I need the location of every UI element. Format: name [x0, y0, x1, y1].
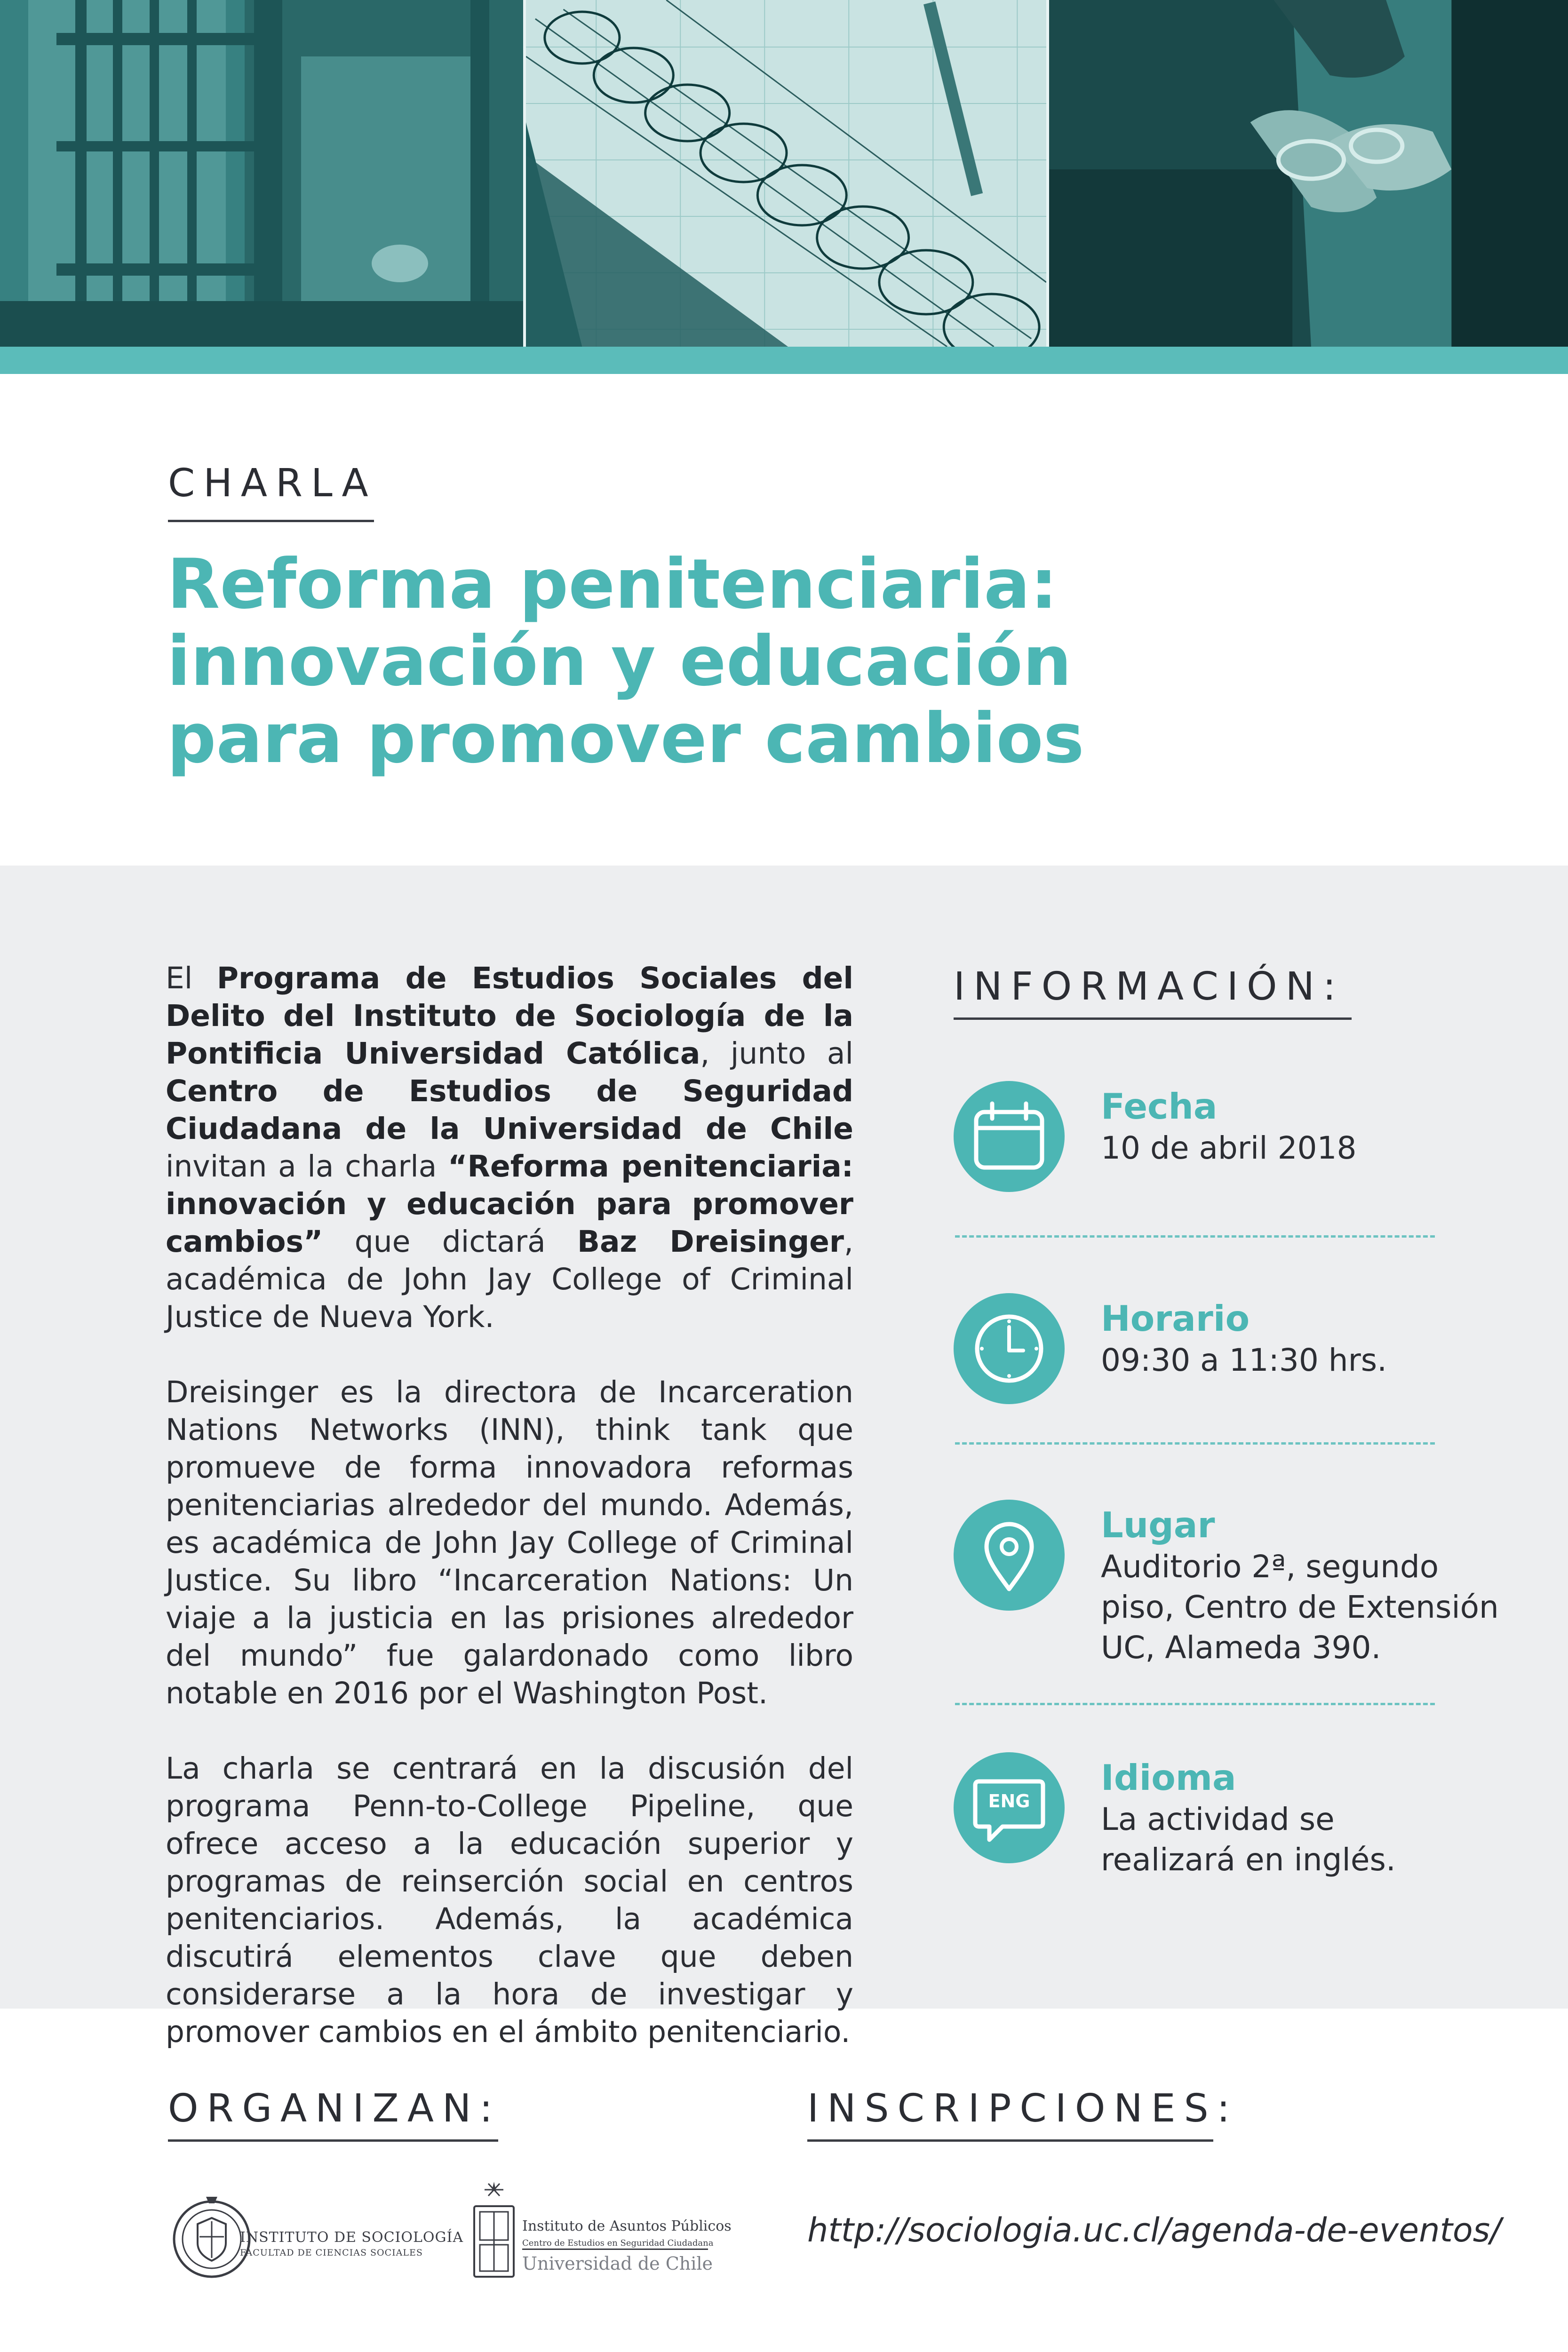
instituto-sociologia-logo — [169, 2192, 470, 2286]
description-paragraph — [166, 960, 853, 1336]
logo-faculty-name: FACULTAD DE CIENCIAS SOCIALES — [240, 2248, 423, 2258]
description-text: invitan a la charla — [166, 1149, 448, 1184]
info-divider — [955, 1235, 1435, 1238]
logo-divider — [522, 2249, 708, 2250]
info-item-time — [954, 1293, 1518, 1406]
description-highlight: Programa de Estudios Sociales del Delito del Instituto de Sociología de la Pontificia Universidad Católica — [166, 961, 853, 1071]
speech-bubble-icon — [954, 1752, 1065, 1863]
description-highlight: “Reforma penitenciaria: innovación y educación para promover cambios” — [166, 1149, 853, 1259]
event-description — [166, 960, 853, 2089]
info-label-location: Lugar — [1101, 1504, 1215, 1546]
organizers-heading: ORGANIZAN: — [168, 2086, 501, 2131]
info-label-date: Fecha — [1101, 1086, 1218, 1127]
logo-center-name: Centro de Estudios en Seguridad Ciudadana — [522, 2238, 714, 2248]
organizers-underline — [168, 2139, 498, 2142]
banner-accent-stripe — [0, 347, 1568, 374]
description-text: , junto al — [700, 1036, 853, 1071]
uchile-crest-icon — [470, 2178, 517, 2279]
info-item-language — [954, 1752, 1518, 1878]
prison-cell-photo — [0, 0, 523, 347]
event-title-line: Reforma penitenciaria: — [167, 544, 1058, 624]
language-badge: ENG — [988, 1791, 1030, 1812]
clock-icon — [954, 1293, 1065, 1404]
logo-university-name: Universidad de Chile — [522, 2253, 713, 2274]
razor-wire-photo — [523, 0, 1046, 347]
location-pin-icon — [954, 1500, 1065, 1611]
info-label-time: Horario — [1101, 1298, 1250, 1339]
description-paragraph: Dreisinger es la directora de Incarceration Nations Networks (INN), think tank que promueve de forma innovadora reformas penitenciarias alrededor del mundo. Además, es académica de John Jay College of Criminal Justice. Su libro “Incarceration Nations: Un viaje a la justicia en las prisiones alrededor del mundo” fue galardonado como libro notable en 2016 por el Washington Post. — [166, 1375, 853, 1710]
logo-iap-name: Instituto de Asuntos Públicos — [522, 2218, 732, 2234]
registration-underline — [807, 2139, 1213, 2142]
description-highlight: Centro de Estudios de Seguridad Ciudadana de la Universidad de Chile — [166, 1074, 853, 1146]
info-label-language: Idioma — [1101, 1757, 1236, 1798]
description-text: , académica de John Jay College of Criminal Justice de Nueva York. — [166, 1224, 853, 1334]
info-heading-underline — [954, 1017, 1352, 1020]
registration-link[interactable]: http://sociologia.uc.cl/agenda-de-eventos/ — [807, 2211, 1501, 2249]
handcuffs-photo — [1046, 0, 1568, 347]
logo-institute-name: INSTITUTO DE SOCIOLOGÍA — [240, 2229, 463, 2246]
calendar-icon — [954, 1081, 1065, 1192]
info-value-time: 09:30 a 11:30 hrs. — [1101, 1342, 1387, 1378]
description-highlight: Baz Dreisinger — [577, 1224, 844, 1259]
description-paragraph: La charla se centrará en la discusión del programa Penn-to-College Pipeline, que ofrece acceso a la educación superior y programas de reinserción social en centros penitenciarios. Además, la académica discutirá elementos clave que deben considerarse a la hora de investigar y promover cambios en el ámbito penitenciario. — [166, 1751, 853, 2049]
description-text: que dictará — [323, 1224, 577, 1259]
event-title — [167, 546, 1296, 777]
info-divider — [955, 1703, 1435, 1705]
description-text: El — [166, 961, 217, 995]
info-item-location — [954, 1500, 1518, 1666]
header-photo-banner — [0, 0, 1568, 347]
event-title-line: innovación y educación — [167, 621, 1072, 701]
event-title-line: para promover cambios — [167, 699, 1084, 779]
event-type-label: CHARLA — [168, 461, 377, 506]
info-divider — [955, 1442, 1435, 1445]
info-heading: INFORMACIÓN: — [954, 964, 1345, 1009]
info-value-language: La actividad se realizará en inglés. — [1101, 1801, 1396, 1878]
kicker-underline — [168, 520, 374, 522]
info-value-date: 10 de abril 2018 — [1101, 1130, 1357, 1166]
universidad-de-chile-logo — [470, 2178, 734, 2281]
info-value-location: Auditorio 2ª, segundo piso, Centro de Extensión UC, Alameda 390. — [1101, 1549, 1499, 1666]
info-item-date — [954, 1081, 1518, 1194]
registration-heading: INSCRIPCIONES: — [807, 2086, 1239, 2131]
